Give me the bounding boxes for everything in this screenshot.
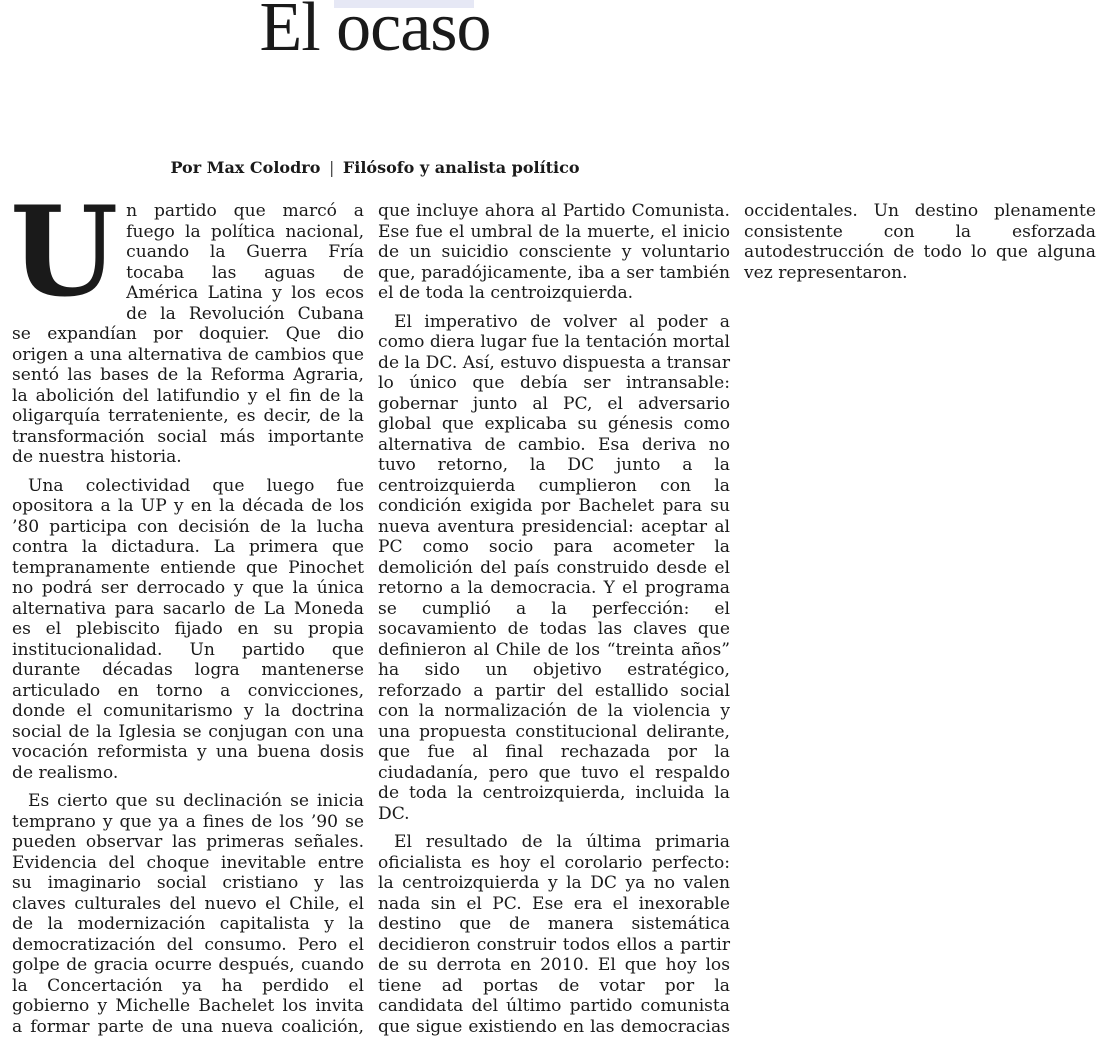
article-body <box>10 180 1096 1051</box>
paragraph-4: El imperativo de volver al poder a como diera lugar fue la tentación mortal de la DC. Así, estuvo dispuesta a transar lo único que debía ser intransable: gobernar junto al PC, el adversario global que explicaba su génesis como alternativa de cambio. Esa deriva no tuvo retorno, la DC junto a la centroizquierda cumplieron con la condición exigida por Bachelet para su nueva aventura presidencial: aceptar al PC como socio para acometer la demolición del país construido desde el retorno a la democracia. Y el programa se cumplió a la perfección: el socavamiento de todas las claves que definieron al Chile de los “treinta años” ha sido un objetivo estratégico, reforzado a partir del estallido social con la normalización de la violencia y una propuesta constitucional delirante, que fue al final rechazada por la ciudadanía, pero que tuvo el respaldo de toda la centroizquierda, incluida la DC. <box>378 311 730 824</box>
paragraph-1-text: n partido que marcó a fuego la política nacional, cuando la Guerra Fría tocaba las aguas de América Latina y los ecos de la Revolución Cubana se expandían por doquier. Que dio origen a una alternativa de cambios que sentó las bases de la Reforma Agraria, la abolición del latifundio y el fin de la oligarquía terrateniente, es decir, de la transformación social más importante de nuestra historia. <box>12 201 364 467</box>
byline-separator: | <box>328 158 335 177</box>
paragraph-3: Es cierto que su declinación se inicia temprano y que ya a fines de los ’90 se pueden observar las primeras señales. Evidencia del choque inevitable entre su imaginario social cristiano y las claves culturales del nuevo el Chile, el de la modernización capitalista y la democratización del consumo. Pero el golpe de gracia ocurre después, cuando la Concertación ya ha perdido el gobierno y Michelle Bachelet los invita a formar parte de una nueva coalición, que incluye ahora al Partido Comunista. Ese fue el umbral de la muerte, el inicio de un suicidio consciente y voluntario que, paradójicamente, iba a ser también el de toda la centroizquierda. <box>12 201 730 1037</box>
drop-cap: U <box>10 180 119 325</box>
author-role: Filósofo y analista político <box>342 158 580 177</box>
author-name: Por Max Colodro <box>170 158 321 177</box>
paragraph-2: Una colectividad que luego fue opositora a la UP y en la década de los ’80 participa con decisión de la lucha contra la dictadura. La primera que tempranamente entiende que Pinochet no podrá ser derrocado y que la única alternativa para sacarlo de La Moneda es el plebiscito fijado en su propia institucionalidad. Un partido que durante décadas logra mantenerse articulado en torno a convicciones, donde el comunitarismo y la doctrina social de la Iglesia se conjugan con una vocación reformista y una buena dosis de realismo. <box>12 475 364 783</box>
byline <box>0 156 750 180</box>
paragraph-5: El resultado de la última primaria oficialista es hoy el corolario perfecto: la centroizquierda y la DC ya no valen nada sin el PC. Ese era el inexorable destino que de manera sistemática decidieron construir todos ellos a partir de su derrota en 2010. El que hoy los tiene ad portas de votar por la candidata del último partido comunista que sigue existiendo en las democracias occidentales. Un destino plenamente consistente con la esforzada autodestrucción de todo lo que alguna vez representaron. <box>378 201 1096 1037</box>
paragraph-1 <box>10 180 364 468</box>
article-title: El ocaso <box>259 0 491 66</box>
